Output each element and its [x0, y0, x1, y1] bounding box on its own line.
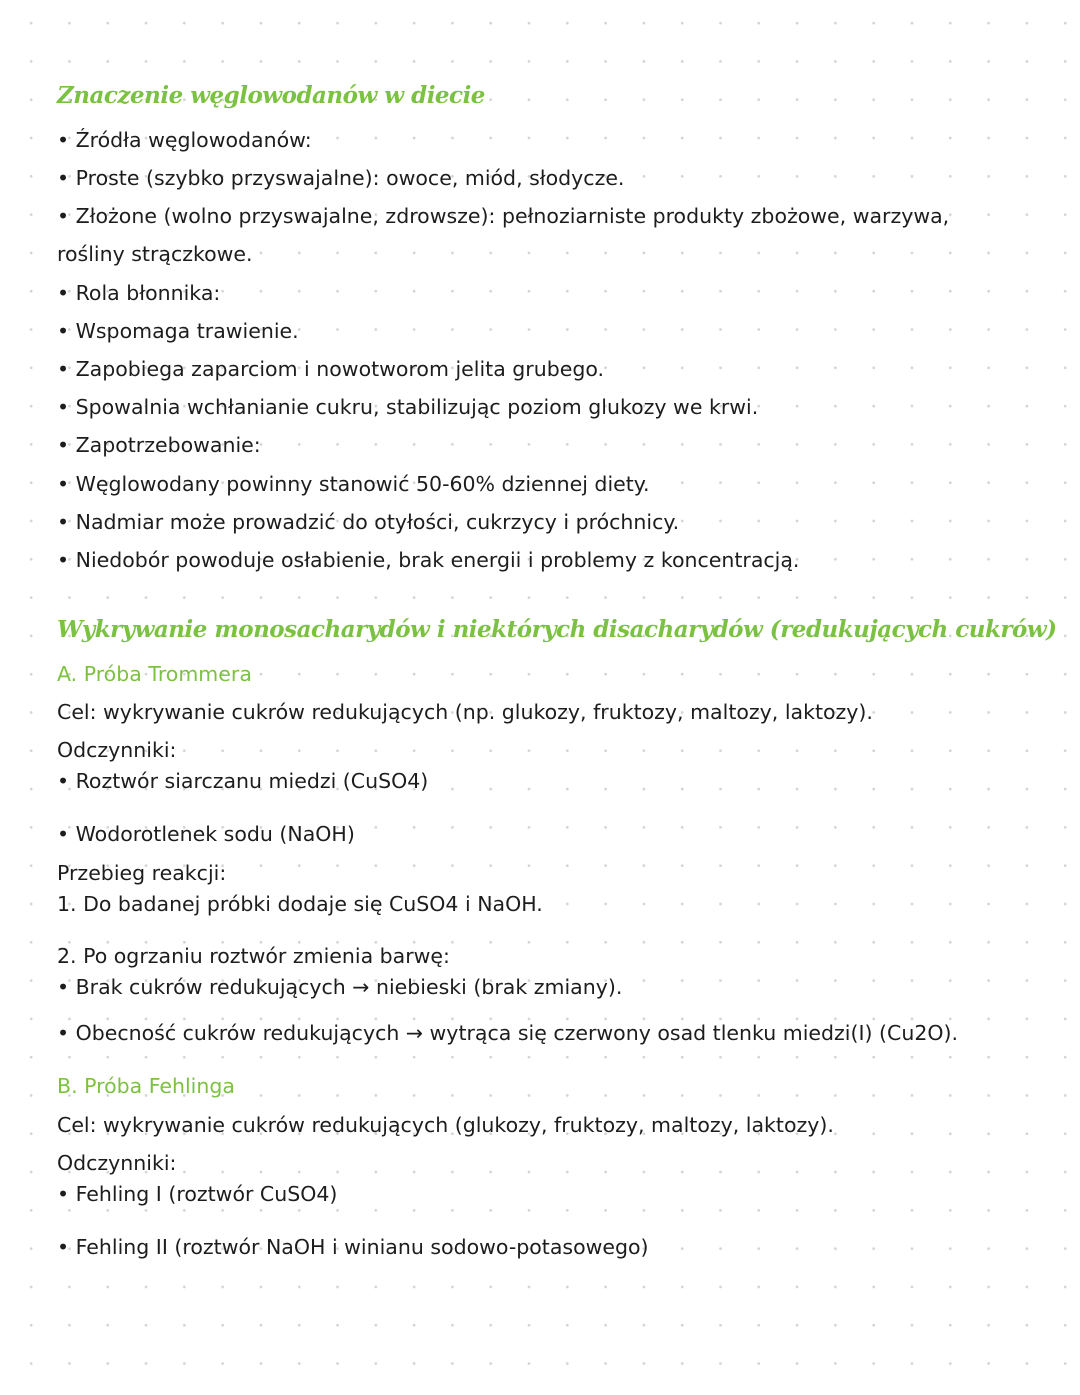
text-line: • Węglowodany powinny stanowić 50-60% dziennej diety. [57, 472, 650, 496]
text-line: Odczynniki: [57, 738, 177, 762]
text-line: • Niedobór powoduje osłabienie, brak energii i problemy z koncentracją. [57, 548, 800, 572]
text-line: • Roztwór siarczanu miedzi (CuSO4) [57, 769, 429, 793]
text-line: • Fehling I (roztwór CuSO4) [57, 1182, 338, 1206]
heading-sugar-detection: Wykrywanie monosacharydów i niektórych disacharydów (redukujących cukrów) [57, 616, 1057, 643]
text-line: • Źródła węglowodanów: [57, 128, 312, 152]
text-line: 2. Po ogrzaniu roztwór zmienia barwę: [57, 944, 450, 968]
text-line: • Fehling II (roztwór NaOH i winianu sodowo-potasowego) [57, 1235, 649, 1259]
text-line: • Wspomaga trawienie. [57, 319, 299, 343]
subheading-fehling: B. Próba Fehlinga [57, 1074, 235, 1098]
text-line: • Nadmiar może prowadzić do otyłości, cukrzycy i próchnicy. [57, 510, 680, 534]
heading-carbohydrates-diet: Znaczenie węglowodanów w diecie [57, 82, 485, 109]
text-line: • Proste (szybko przyswajalne): owoce, miód, słodycze. [57, 166, 625, 190]
text-line: Cel: wykrywanie cukrów redukujących (np. glukozy, fruktozy, maltozy, laktozy). [57, 700, 873, 724]
text-line: • Złożone (wolno przyswajalne, zdrowsze): pełnoziarniste produkty zbożowe, warzywa, [57, 204, 950, 228]
text-line: • Zapotrzebowanie: [57, 433, 261, 457]
text-line: rośliny strączkowe. [57, 242, 253, 266]
text-line: • Brak cukrów redukujących → niebieski (brak zmiany). [57, 975, 623, 999]
text-line: Cel: wykrywanie cukrów redukujących (glukozy, fruktozy, maltozy, laktozy). [57, 1113, 834, 1137]
text-line: 1. Do badanej próbki dodaje się CuSO4 i NaOH. [57, 892, 543, 916]
subheading-trommer: A. Próba Trommera [57, 662, 252, 686]
text-line: • Zapobiega zaparciom i nowotworom jelita grubego. [57, 357, 605, 381]
text-line: Przebieg reakcji: [57, 861, 227, 885]
text-line: • Spowalnia wchłanianie cukru, stabilizując poziom glukozy we krwi. [57, 395, 759, 419]
text-line: • Obecność cukrów redukujących → wytrąca się czerwony osad tlenku miedzi(I) (Cu2O). [57, 1021, 959, 1045]
text-line: Odczynniki: [57, 1151, 177, 1175]
text-line: • Wodorotlenek sodu (NaOH) [57, 822, 355, 846]
text-line: • Rola błonnika: [57, 281, 221, 305]
